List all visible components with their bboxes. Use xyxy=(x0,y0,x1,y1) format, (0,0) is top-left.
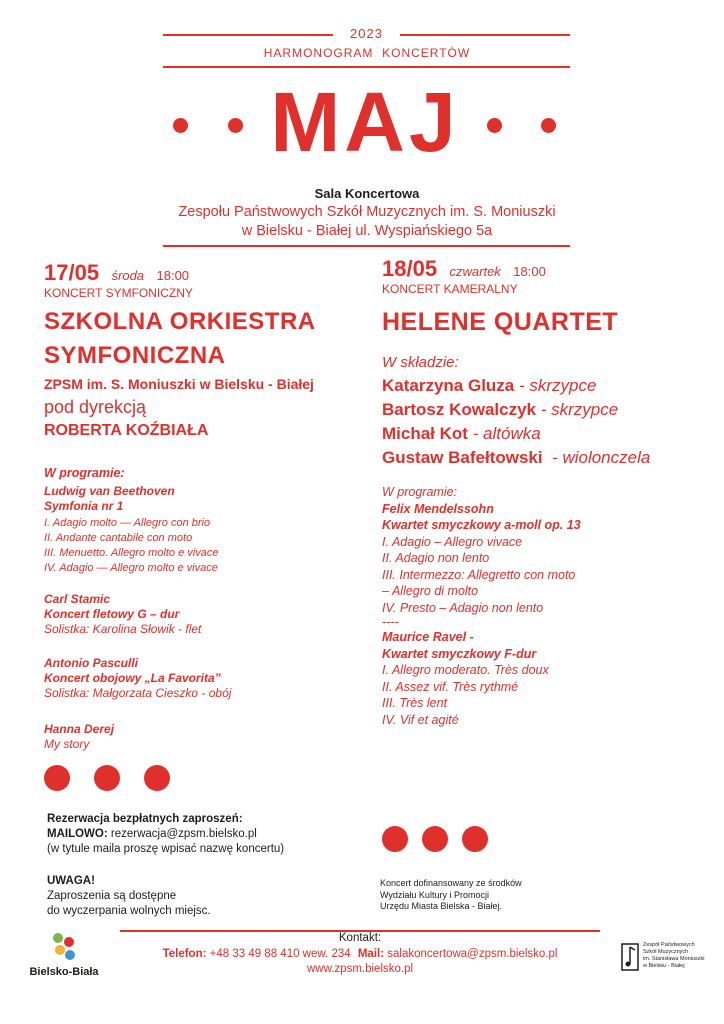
separator: ---- xyxy=(382,615,399,629)
composer: Carl Stamic xyxy=(44,592,111,606)
reservation-heading: Rezerwacja bezpłatnych zaproszeń: xyxy=(47,813,243,825)
header-line-left xyxy=(163,34,333,36)
right-date-row xyxy=(382,256,546,282)
warning-text: Zaproszenia są dostępne xyxy=(47,890,177,902)
movement: II. Assez vif. Très rythmé xyxy=(382,679,519,694)
concert-day: środa xyxy=(111,268,145,283)
movement: III. Intermezzo: Allegretto con moto xyxy=(382,567,576,582)
reservation-info xyxy=(47,812,284,857)
concert-date: 18/05 xyxy=(382,256,438,281)
left-work-4 xyxy=(44,722,114,752)
venue-underline xyxy=(163,245,570,247)
mail-label: MAILOWO: xyxy=(47,828,108,840)
contact-label: Kontakt: xyxy=(338,932,382,944)
member xyxy=(382,374,650,398)
work-title: Symfonia nr 1 xyxy=(44,499,124,513)
funding-line: Urzędu Miasta Bielska - Białej. xyxy=(380,901,503,911)
header-dot xyxy=(173,118,188,133)
movement: IV. Vif et agité xyxy=(382,712,459,727)
header-dot xyxy=(487,118,502,133)
movement: I. Adagio – Allegro vivace xyxy=(382,534,523,549)
work-title: Kwartet smyczkowy F-dur xyxy=(382,646,537,661)
left-dot xyxy=(144,765,170,791)
left-dot xyxy=(44,765,70,791)
concert-day: czwartek xyxy=(449,264,501,279)
soloist: Solistka: Karolina Słowik - flet xyxy=(44,622,202,636)
ensemble-title: HELENE QUARTET xyxy=(382,308,619,336)
concert-date: 17/05 xyxy=(44,260,100,285)
right-dot xyxy=(382,826,408,852)
movement: II. Andante cantabile con moto xyxy=(44,532,193,544)
left-dot xyxy=(94,765,120,791)
school-name xyxy=(643,942,704,970)
schedule-subtitle: HARMONOGRAM KONCERTÓW xyxy=(263,46,471,60)
concert-time: 18:00 xyxy=(513,264,546,279)
phone-label: Telefon: xyxy=(162,948,207,960)
member-role: - altówka xyxy=(467,424,541,443)
work-title: Kwartet smyczkowy a-moll op. 13 xyxy=(382,518,581,532)
movement: IV. Adagio — Allegro molto e vivace xyxy=(44,562,218,574)
funding-note xyxy=(380,878,522,913)
movement: III. Menuetto. Allegro molto e vivace xyxy=(44,547,219,559)
left-work-1 xyxy=(44,484,218,576)
movement: III. Très lent xyxy=(382,696,448,710)
ensemble-title-1: SZKOLNA ORKIESTRA xyxy=(44,308,316,335)
left-work-2 xyxy=(44,592,201,637)
member xyxy=(382,446,650,470)
reservation-note: (w tytule maila proszę wpisać nazwę koncertu) xyxy=(47,843,285,855)
warning-text: do wyczerpania wolnych miejsc. xyxy=(47,905,211,917)
header-line-right xyxy=(400,34,570,36)
school-logo-icon xyxy=(621,942,641,972)
subtitle-underline xyxy=(163,66,570,68)
funding-line: Wydziału Kultury i Promocji xyxy=(380,889,489,900)
contact-email-link[interactable]: salakoncertowa@zpsm.bielsko.pl xyxy=(384,948,558,960)
website-link[interactable]: www.zpsm.bielsko.pl xyxy=(306,963,414,975)
member xyxy=(382,398,650,422)
right-program xyxy=(382,484,581,728)
school-logo xyxy=(621,942,721,976)
school-name-line: Zespół Państwowych xyxy=(643,942,695,948)
concert-type: KONCERT KAMERALNY xyxy=(382,282,518,296)
city-name: Bielsko-Biała xyxy=(29,966,99,978)
program-label: W programie: xyxy=(382,485,458,499)
funding-line: Koncert dofinansowany ze środków xyxy=(380,878,522,888)
composer: Maurice Ravel - xyxy=(382,630,474,644)
year: 2023 xyxy=(350,26,383,41)
mail-label: Mail: xyxy=(357,948,385,960)
reservation-email-link[interactable]: rezerwacja@zpsm.bielsko.pl xyxy=(107,828,257,840)
composer: Felix Mendelssohn xyxy=(382,501,494,516)
conductor-name: ROBERTA KOŹBIAŁA xyxy=(44,422,209,439)
contact-row xyxy=(100,948,620,960)
composer: Hanna Derej xyxy=(44,722,115,736)
member-role: - wiolonczela xyxy=(542,448,651,467)
left-date-row xyxy=(44,260,189,286)
soloist: Solistka: Małgorzata Cieszko - obój xyxy=(44,686,232,700)
school-name-line: Szkół Muzycznych xyxy=(643,949,689,955)
warning-info xyxy=(47,874,211,919)
ensemble-title-2: SYMFONICZNA xyxy=(44,342,226,369)
movement: IV. Presto – Adagio non lento xyxy=(382,600,544,615)
work-title: Koncert obojowy „La Favorita” xyxy=(44,671,221,685)
work-title: Koncert fletowy G – dur xyxy=(44,607,180,621)
city-logo-icon xyxy=(50,932,78,962)
member-name: Bartosz Kowalczyk xyxy=(382,400,536,419)
venue-name: Sala Koncertowa xyxy=(314,186,420,201)
member-role: - skrzypce xyxy=(514,376,597,395)
venue-address: w Bielsku - Białej ul. Wyspiańskiego 5a xyxy=(241,223,493,239)
right-dot xyxy=(462,826,488,852)
conductor-label: pod dyrekcją xyxy=(44,397,147,417)
composer: Antonio Pasculli xyxy=(44,656,139,670)
member xyxy=(382,422,650,446)
school-name-line: im. Stanisława Moniuszki xyxy=(643,956,705,962)
header-dot xyxy=(541,118,556,133)
lineup-label: W składzie: xyxy=(382,354,459,371)
month-title: MAJ xyxy=(270,75,460,169)
composer: Ludwig van Beethoven xyxy=(44,484,175,498)
city-logo xyxy=(24,930,104,982)
warning-label: UWAGA! xyxy=(47,875,95,887)
header-dot xyxy=(228,118,243,133)
concert-time: 18:00 xyxy=(156,268,190,283)
member-name: Michał Kot xyxy=(382,424,468,443)
reservation-mail-row xyxy=(47,827,284,842)
right-dot xyxy=(422,826,448,852)
school-name-line: w Bielsku - Białej xyxy=(643,963,685,969)
member-name: Gustaw Bafełtowski xyxy=(382,448,543,467)
member-role: - skrzypce xyxy=(536,400,619,419)
movement: I. Allegro moderato. Très doux xyxy=(382,663,549,677)
movement: – Allegro di molto xyxy=(382,584,479,598)
work-title: My story xyxy=(44,737,90,751)
movement: I. Adagio molto — Allegro con brio xyxy=(44,517,211,529)
venue-school: Zespołu Państwowych Szkół Muzycznych im. S. Moniuszki xyxy=(178,204,556,220)
lineup xyxy=(382,374,650,470)
concert-type: KONCERT SYMFONICZNY xyxy=(44,286,193,300)
ensemble-org: ZPSM im. S. Moniuszki w Bielsku - Białej xyxy=(44,376,314,392)
member-name: Katarzyna Gluza xyxy=(382,376,515,395)
program-label: W programie: xyxy=(44,466,125,480)
left-work-3 xyxy=(44,656,231,701)
phone-value[interactable]: +48 33 49 88 410 wew. 234 xyxy=(206,948,351,960)
movement: II. Adagio non lento xyxy=(382,551,490,565)
